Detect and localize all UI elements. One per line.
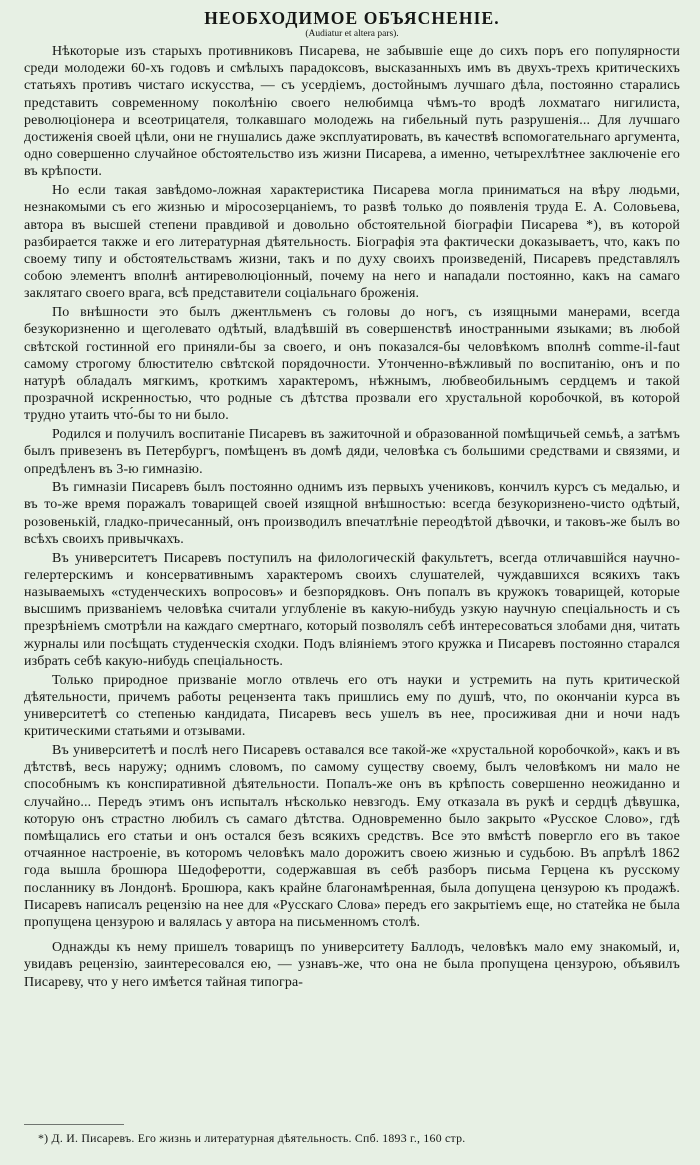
paragraph: Въ университетъ Писаревъ поступилъ на филологическій факультетъ, всегда отличавшійся научно-гелертерскимъ и консервативнымъ характеромъ своихъ слушателей, чуждавшихся всякихъ такъ называемыхъ «студенческихъ вопросовъ» и безпорядковъ. Онъ попалъ въ кружокъ товарищей, которые высшимъ призваніемъ человѣка считали углубленіе въ какую-нибудь узкую научную спеціальность и съ презрѣніемъ смотрѣли на каждаго смертнаго, который позволялъ себѣ интересоваться злобами дня, читать журналы или посѣщать студенческія сходки. Подъ вліяніемъ этого кружка и Писаревъ постоянно старался избрать себѣ какую-нибудь спеціальность.	[24, 550, 680, 669]
paragraph: Но если такая завѣдомо-ложная характеристика Писарева могла приниматься на вѣру людьми, незнакомыми съ его жизнью и міросозерцаніемъ, то развѣ только до появленія труда Е. А. Соловьева, автора въ высшей степени правдивой и довольно обстоятельной біографіи Писарева *), въ которой разбирается также и его литературная дѣятельность. Біографія эта фактически доказываетъ, что, какъ по своему типу и обстоятельствамъ жизни, такъ и по духу своихъ произведеній, Писаревъ представлялъ собою элементъ вполнѣ антиреволюціонный, почему на него и нападали постоянно, какъ на самаго заклятаго своего врага, всѣ представители соціальнаго броженія.	[24, 183, 680, 302]
paragraph: Родился и получилъ воспитаніе Писаревъ въ зажиточной и образованной помѣщичьей семьѣ, а затѣмъ былъ привезенъ въ Петербургъ, помѣщенъ въ домѣ дяди, человѣка съ большими средствами и связями, и опредѣленъ въ 3-ю гимназію.	[24, 427, 680, 477]
article-title: НЕОБХОДИМОЕ ОБЪЯСНЕНІЕ.	[204, 8, 500, 28]
paragraph: Въ гимназіи Писаревъ былъ постоянно однимъ изъ первыхъ учениковъ, кончилъ курсъ съ медалью, и въ то-же время поражалъ товарищей своей изящной внѣшностью: всегда безукоризнено-чисто одѣтый, розовенькій, гладко-причесанный, онъ производилъ впечатлѣніе переодѣтой дѣвочки, и таковъ-же былъ во всѣхъ своихъ привычкахъ.	[24, 480, 680, 547]
footnote-divider	[24, 1124, 124, 1125]
paragraph: Однажды къ нему пришелъ товарищъ по университету Баллодъ, человѣкъ мало ему знакомый, и, увидавъ рецензію, заинтересовался ею, — узнавъ-же, что она не была пропущена цензурою, объявилъ Писареву, что у него имѣется тайная типогра-	[24, 940, 680, 990]
paragraph: Въ университетѣ и послѣ него Писаревъ оставался все такой-же «хрустальной коробочкой», какъ и въ дѣтствѣ, весь наружу; однимъ словомъ, по самому существу своему, былъ человѣкомъ ни мало не способнымъ къ конспиративной дѣятельности. Попалъ-же онъ въ крѣпость совершенно неожиданно и случайно... Передъ этимъ онъ испыталъ нѣсколько невзгодъ. Ему отказала въ рукѣ и сердцѣ дѣвушка, которую онъ страстно любилъ съ самаго дѣтства. Одновременно было закрыто «Русское Слово», гдѣ помѣщались его статьи и онъ остался безъ всякихъ средствъ. Все это вмѣстѣ повергло его въ такое отчаянное настроеніе, въ которомъ человѣкъ мало дорожитъ своею жизнью и судьбою. Въ апрѣлѣ 1862 года вышла брошюра Шедоферотти, содержавшая въ себѣ разборъ письма Герцена къ русскому посланнику въ Лондонѣ. Брошюра, какъ крайне благонамѣренная, была допущена цензурою къ продажѣ. Писаревъ написалъ рецензію на нее для «Русскаго Слова» передъ его закрытіемъ еще, но статейка не была пропущена цензурою и валялась у автора на письменномъ столѣ.	[24, 742, 680, 930]
paragraph: По внѣшности это былъ джентльменъ съ головы до ногъ, съ изящными манерами, всегда безукоризненно и щеголевато одѣтый, владѣвшій въ совершенствѣ иностранными языками; въ любой свѣтской гостинной его приняли-бы за своего, и онъ показался-бы человѣкомъ вполнѣ comme-il-faut самому строгому блюстителю свѣтской порядочности. Утонченно-вѣжливый по воспитанію, онъ и по натурѣ обладалъ мягкимъ, кроткимъ характеромъ, нѣжнымъ, любвеобильнымъ сердцемъ и такой прозрачной искренностью, что родные съ дѣтства прозвали его хрустальной коробочкой, въ которой трудно утаить что́-бы то ни было.	[24, 305, 680, 424]
paragraph: Нѣкоторые изъ старыхъ противниковъ Писарева, не забывшіе еще до сихъ поръ его популярности среди молодежи 60-хъ годовъ и смѣлыхъ парадоксовъ, высказанныхъ имъ въ двухъ-трехъ критическихъ статьяхъ противъ чистаго искусства, — съ усердіемъ, достойнымъ лучшаго дѣла, постоянно старались представить современному поколѣнію своего нелюбимца чѣмъ-то вродѣ лохматаго нигилиста, революціонера и всеотрицателя, толкавшаго молодежь на гибельный путь разрушенія... Для лучшаго достиженія своей цѣли, они не гнушались даже эксплуатировать, въ качествѣ вспомогательнаго аргумента, одно совершенно случайное обстоятельство изъ жизни Писарева, а именно, четырехлѣтнее заключеніе его въ крѣпости.	[24, 44, 680, 180]
article-subtitle: (Audiatur et altera pars).	[305, 29, 399, 39]
footnote: *) Д. И. Писаревъ. Его жизнь и литературная дѣятельность. Спб. 1893 г., 160 стр.	[38, 1131, 466, 1145]
paragraph: Только природное призваніе могло отвлечь его отъ науки и устремить на путь критической дѣятельности, причемъ работы рецензента такъ пришлись ему по душѣ, что, по окончаніи курса въ университетѣ со степенью кандидата, Писаревъ весь ушелъ въ нее, просиживая дни и ночи надъ критическими статьями и отзывами.	[24, 672, 680, 740]
